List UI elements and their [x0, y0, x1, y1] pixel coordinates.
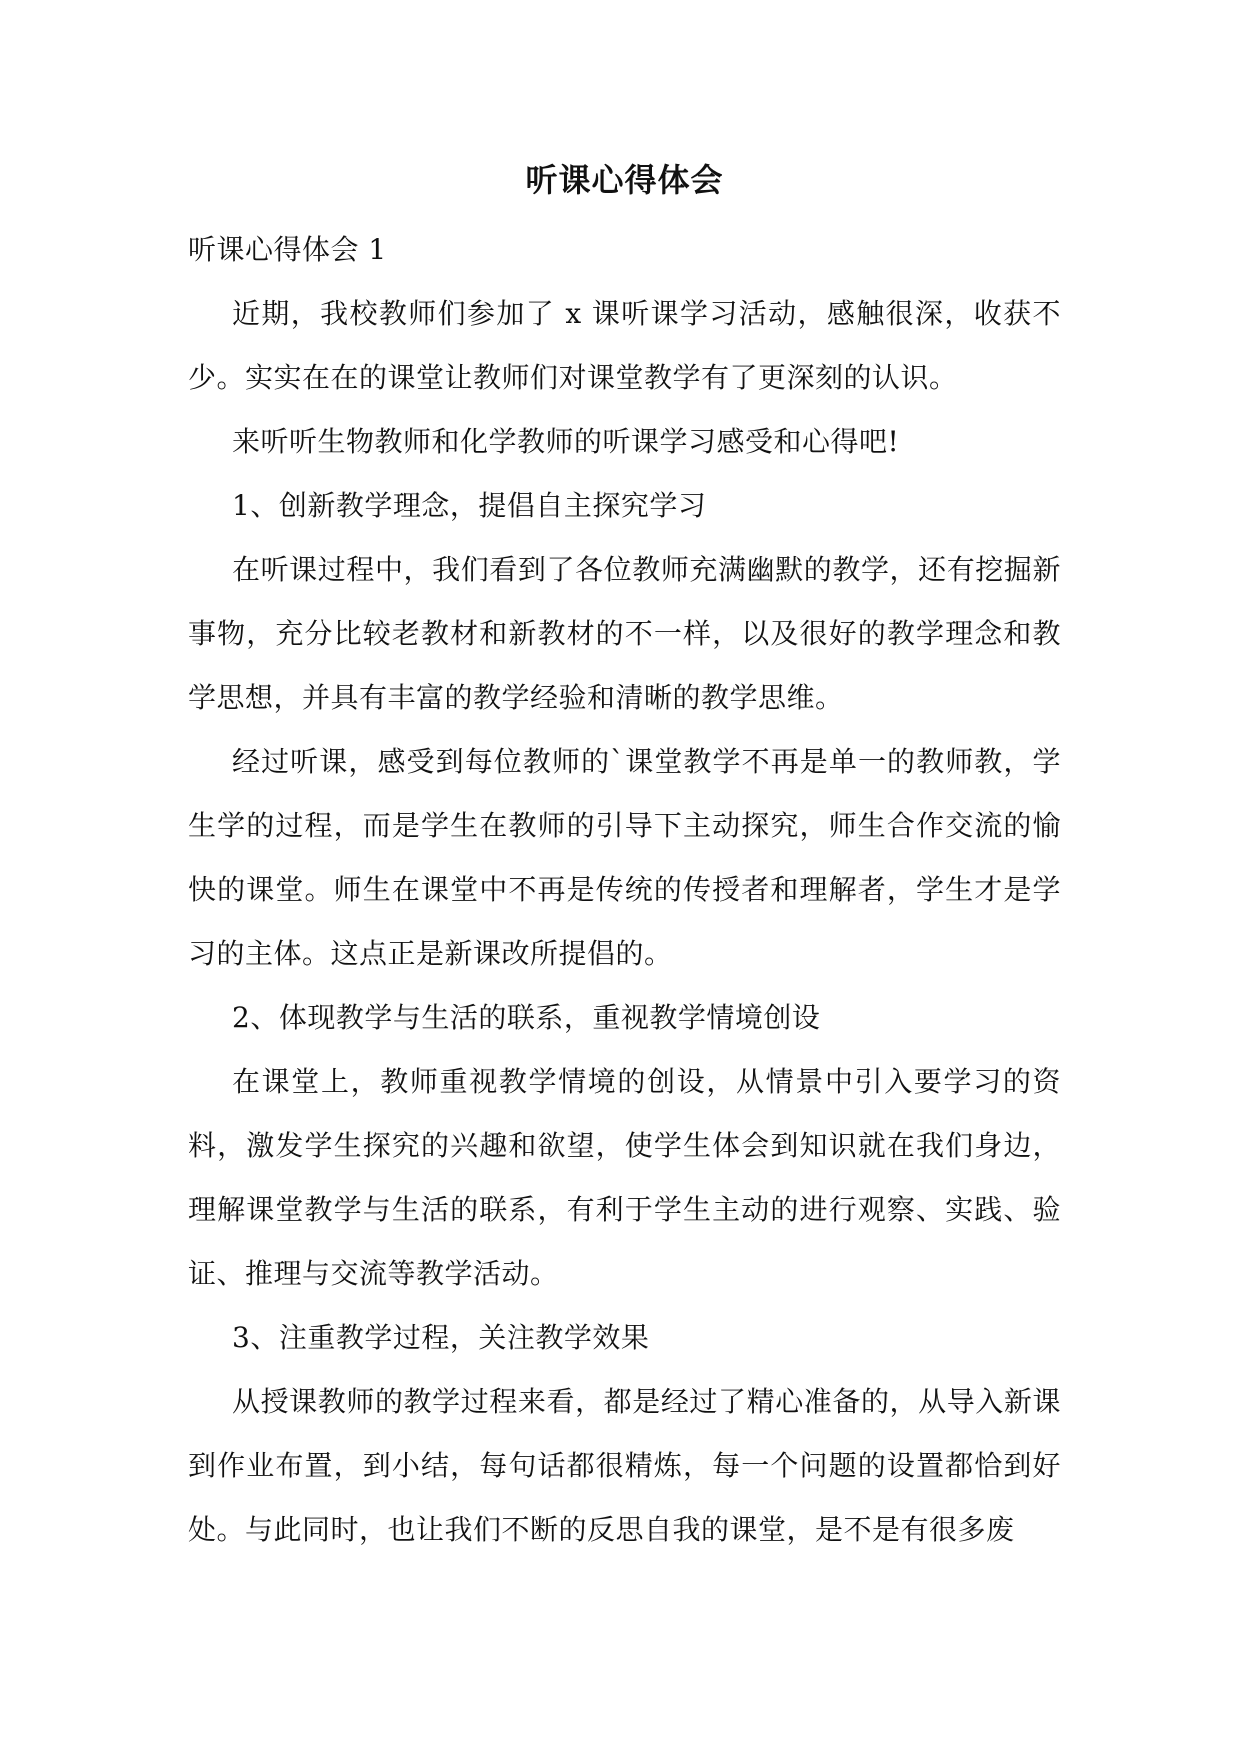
- document-body: [188, 218, 1061, 1562]
- section-heading: 听课心得体会 1: [188, 233, 387, 266]
- paragraph: 从授课教师的教学过程来看，都是经过了精心准备的，从导入新课到作业布置，到小结，每句话都很精炼，每一个问题的设置都恰到好处。与此同时，也让我们不断的反思自我的课堂，是不是有很多废: [188, 1385, 1061, 1546]
- paragraph: 在课堂上，教师重视教学情境的创设，从情景中引入要学习的资料，激发学生探究的兴趣和欲望，使学生体会到知识就在我们身边，理解课堂教学与生活的联系，有利于学生主动的进行观察、实践、验证、推理与交流等教学活动。: [188, 1065, 1061, 1290]
- subheading: 2、体现教学与生活的联系，重视教学情境创设: [232, 1001, 821, 1034]
- paragraph: 经过听课，感受到每位教师的`课堂教学不再是单一的教师教，学生学的过程，而是学生在教师的引导下主动探究，师生合作交流的愉快的课堂。师生在课堂中不再是传统的传授者和理解者，学生才是学习的主体。这点正是新课改所提倡的。: [188, 745, 1061, 970]
- subheading: 1、创新教学理念，提倡自主探究学习: [232, 489, 707, 522]
- subheading: 3、注重教学过程，关注教学效果: [232, 1321, 650, 1354]
- document-title: 听课心得体会: [525, 161, 724, 199]
- paragraph: 近期，我校教师们参加了 x 课听课学习活动，感触很深，收获不少。实实在在的课堂让教师们对课堂教学有了更深刻的认识。: [188, 297, 1061, 394]
- paragraph: 来听听生物教师和化学教师的听课学习感受和心得吧!: [232, 425, 900, 458]
- paragraph: 在听课过程中，我们看到了各位教师充满幽默的教学，还有挖掘新事物，充分比较老教材和新教材的不一样，以及很好的教学理念和教学思想，并具有丰富的教学经验和清晰的教学思维。: [188, 553, 1061, 714]
